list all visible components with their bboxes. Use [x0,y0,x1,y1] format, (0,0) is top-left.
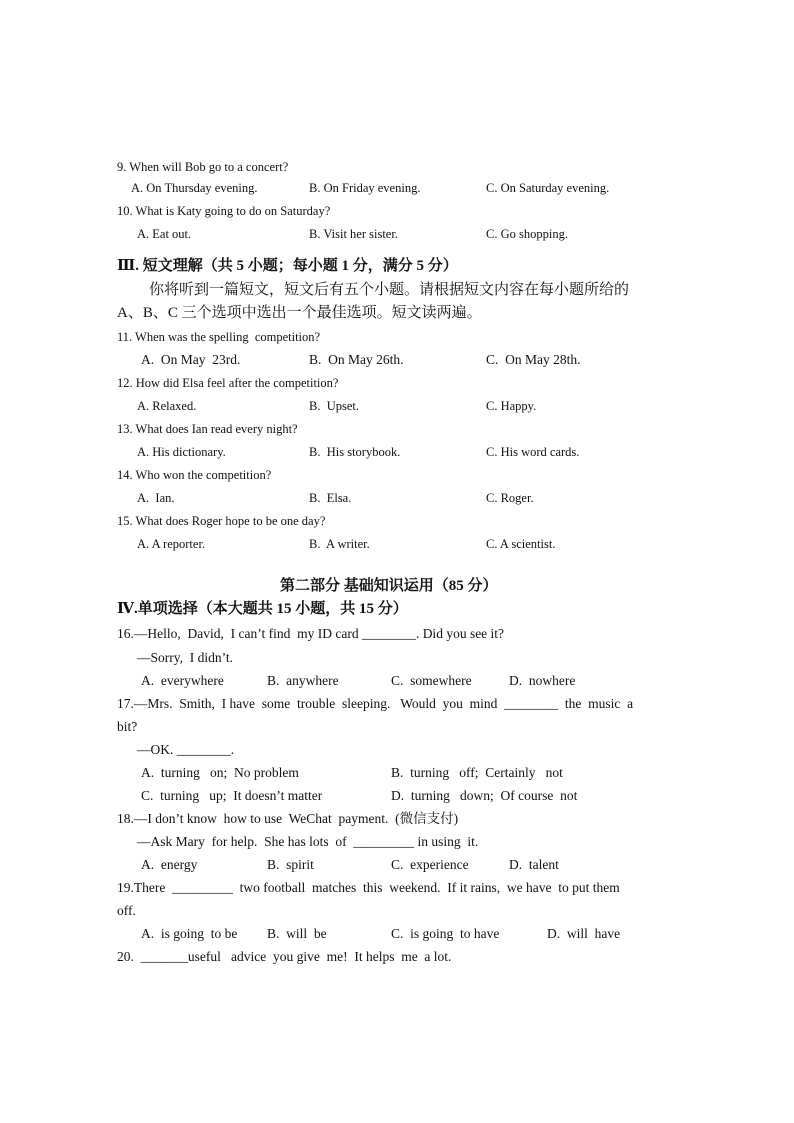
question-12-option-c: C. Happy. [486,399,537,413]
question-14-option-c: C. Roger. [486,491,534,505]
question-15-option-c: C. A scientist. [486,537,556,551]
question-17-option-d: D. turning down; Of course not [391,788,578,803]
question-17-reply: —OK. ________. [137,742,235,757]
question-15-stem: 15. What does Roger hope to be one day? [117,514,326,528]
question-20-stem: 20. _______useful advice you give me! It helps me a lot. [117,949,452,964]
part-2-title: 第二部分 基础知识运用（85 分） [280,578,498,594]
question-15-option-b: B. A writer. [309,537,370,551]
question-10-option-b: B. Visit her sister. [309,227,398,241]
question-15-option-a: A. A reporter. [137,537,206,551]
question-17-option-c: C. turning up; It doesn’t matter [141,788,323,803]
question-14-option-a: A. Ian. [137,491,175,505]
question-13-option-b: B. His storybook. [309,445,401,459]
question-9-option-b: B. On Friday evening. [309,181,421,195]
section-3-heading: Ⅲ. 短文理解（共 5 小题；每小题 1 分，满分 5 分） [117,258,458,274]
question-9-stem: 9. When will Bob go to a concert? [117,160,289,174]
section-3-instruction-line-2: A、B、C 三个选项中选出一个最佳选项。短文读两遍。 [117,305,482,321]
question-11-option-a: A. On May 23rd. [141,352,241,367]
question-11-option-b: B. On May 26th. [309,352,404,367]
question-10-option-a: A. Eat out. [137,227,192,241]
question-19-stem-cont: off. [117,903,136,918]
question-19-option-b: B. will be [267,926,327,941]
question-16-option-a: A. everywhere [141,673,224,688]
question-18-option-d: D. talent [509,857,559,872]
question-19-option-d: D. will have [547,926,621,941]
question-12-option-b: B. Upset. [309,399,359,413]
question-16-option-c: C. somewhere [391,673,472,688]
question-18-option-a: A. energy [141,857,198,872]
question-18-reply: —Ask Mary for help. She has lots of _________ in using it. [137,834,479,849]
question-10-stem: 10. What is Katy going to do on Saturday? [117,204,331,218]
question-18-option-c: C. experience [391,857,469,872]
question-16-reply: —Sorry, I didn’t. [137,650,233,665]
question-17-stem-cont: bit? [117,719,138,734]
question-13-stem: 13. What does Ian read every night? [117,422,298,436]
question-16-option-b: B. anywhere [267,673,339,688]
question-18-stem: 18.—I don’t know how to use WeChat payment. (微信支付) [117,811,459,826]
question-16-stem: 16.—Hello, David, I can’t find my ID card ________. Did you see it? [117,626,505,641]
question-14-option-b: B. Elsa. [309,491,352,505]
question-17-stem: 17.—Mrs. Smith, I have some trouble sleeping. Would you mind ________ the music a [117,696,634,711]
question-12-option-a: A. Relaxed. [137,399,197,413]
section-4-heading: Ⅳ.单项选择（本大题共 15 小题，共 15 分） [117,601,408,617]
question-16-option-d: D. nowhere [509,673,576,688]
question-13-option-a: A. His dictionary. [137,445,226,459]
question-14-stem: 14. Who won the competition? [117,468,272,482]
question-11-stem: 11. When was the spelling competition? [117,330,321,344]
question-9-option-c: C. On Saturday evening. [486,181,610,195]
question-17-option-a: A. turning on; No problem [141,765,299,780]
question-13-option-c: C. His word cards. [486,445,580,459]
question-18-option-b: B. spirit [267,857,314,872]
question-19-option-a: A. is going to be [141,926,238,941]
question-10-option-c: C. Go shopping. [486,227,568,241]
question-17-option-b: B. turning off; Certainly not [391,765,563,780]
question-19-stem: 19.There _________ two football matches this weekend. If it rains, we have to put them [117,880,620,895]
question-9-option-a: A. On Thursday evening. [131,181,258,195]
section-3-instruction-line-1: 你将听到一篇短文，短文后有五个小题。请根据短文内容在每小题所给的 [149,282,630,298]
question-11-option-c: C. On May 28th. [486,352,581,367]
question-12-stem: 12. How did Elsa feel after the competition? [117,376,339,390]
question-19-option-c: C. is going to have [391,926,500,941]
